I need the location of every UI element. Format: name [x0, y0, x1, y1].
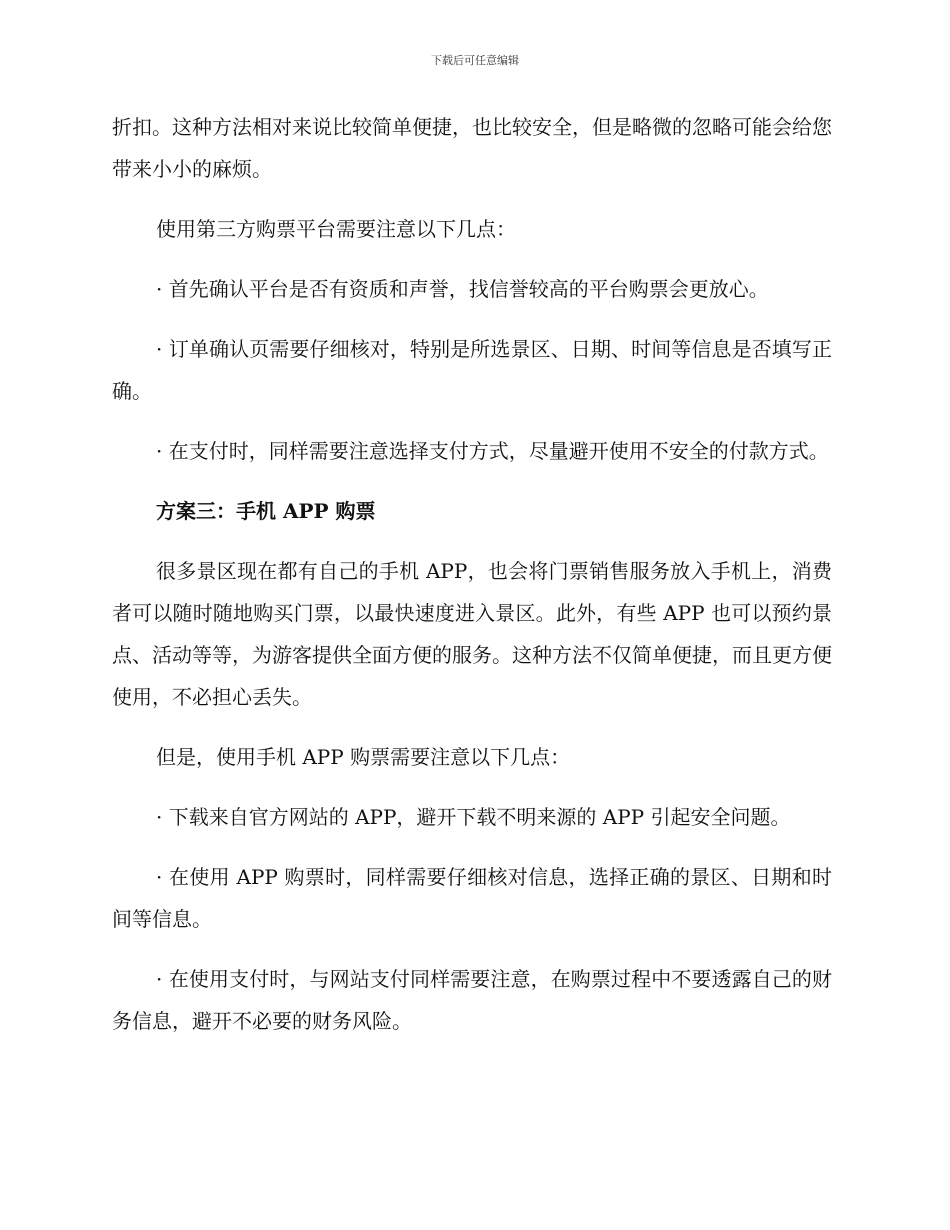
- bullet-order-check: · 订单确认页需要仔细核对，特别是所选景区、日期、时间等信息是否填写正确。: [112, 337, 832, 403]
- paragraph-app-description: 很多景区现在都有自己的手机 APP，也会将门票销售服务放入手机上，消费者可以随时随地购买门票，以最快速度进入景区。此外，有些 APP 也可以预约景点、活动等等，为游客提供全面方便的服务。这种方法不仅简单便捷，而且更方便使用，不必担心丢失。: [112, 559, 832, 709]
- section-heading-app: 方案三：手机 APP 购票: [156, 499, 376, 523]
- document-body: [112, 106, 832, 1060]
- paragraph-app-notes-intro: 但是，使用手机 APP 购票需要注意以下几点：: [156, 745, 571, 769]
- page-header: 下载后可任意编辑: [431, 54, 519, 67]
- bullet-platform-credibility: · 首先确认平台是否有资质和声誉，找信誉较高的平台购票会更放心。: [156, 277, 769, 301]
- paragraph-continuation: 折扣。这种方法相对来说比较简单便捷，也比较安全，但是略微的忽略可能会给您带来小小的麻烦。: [112, 115, 832, 181]
- bullet-official-download: · 下载来自官方网站的 APP，避开下载不明来源的 APP 引起安全问题。: [156, 805, 791, 829]
- paragraph-platform-intro: 使用第三方购票平台需要注意以下几点：: [156, 217, 516, 241]
- bullet-payment-safety: · 在使用支付时，与网站支付同样需要注意，在购票过程中不要透露自己的财务信息，避开不必要的财务风险。: [112, 967, 832, 1033]
- bullet-payment-method: · 在支付时，同样需要注意选择支付方式，尽量避开使用不安全的付款方式。: [156, 439, 829, 463]
- bullet-verify-info: · 在使用 APP 购票时，同样需要仔细核对信息，选择正确的景区、日期和时间等信息。: [112, 865, 832, 931]
